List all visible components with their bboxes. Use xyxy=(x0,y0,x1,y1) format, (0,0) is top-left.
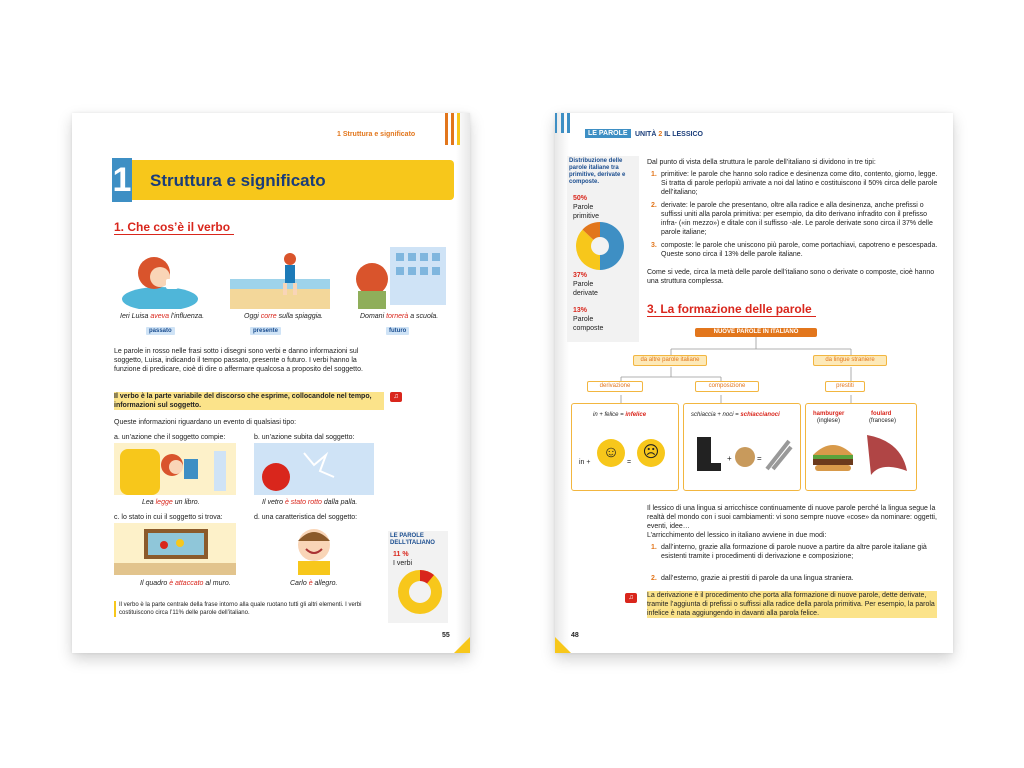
case-b-caption: Il vetro è stato rotto dalla palla. xyxy=(262,499,358,506)
paragraph-intro: Le parole in rosso nelle frasi sotto i disegni sono verbi e danno informazioni sul soggetto, Luisa, indicando il tempo passato, presente o futuro. I verbi hanno la funzione di predicare, cioè di dire o affermare qualcosa a proposito del soggetto. xyxy=(114,348,363,373)
page-fold xyxy=(456,113,470,653)
school-illustration xyxy=(350,245,450,309)
header-unit: UNITÀ 2 IL LESSICO xyxy=(635,131,703,138)
corner-triangle xyxy=(555,637,571,653)
sad-face-icon: ☹ xyxy=(637,439,665,467)
running-beach-illustration xyxy=(230,245,330,309)
running-header: 1 Struttura e significato xyxy=(337,131,416,138)
words-pie-chart xyxy=(575,221,625,271)
broken-glass-illustration xyxy=(254,443,374,495)
pie-pct-primitive: 50% xyxy=(573,195,588,202)
tree-node-italian: da altre parole italiane xyxy=(633,355,707,366)
header-tag: LE PAROLE xyxy=(585,129,631,138)
type-num-1: 1. xyxy=(651,171,657,178)
header-stripe xyxy=(555,113,557,133)
ex-derivazione: in + felice = infelice xyxy=(593,412,647,418)
prefix-in: in + xyxy=(579,459,591,466)
verb-definition: Il verbo è la parte variabile del discorso che esprime, collocandole nel tempo, informazioni sul soggetto. xyxy=(114,392,384,410)
section-title: 1. Che cos’è il verbo xyxy=(114,220,234,235)
boot-walnut-nutcracker-icon xyxy=(693,435,793,475)
happy-face-icon: ☺ xyxy=(597,439,625,467)
verb-future: tornerà xyxy=(386,313,409,320)
equals-sign: = xyxy=(627,459,632,466)
right-page xyxy=(555,113,953,653)
tree-node-foreign: da lingue straniere xyxy=(813,355,887,366)
type-num-2: 2. xyxy=(651,202,657,209)
intro-paragraph: Dal punto di vista della struttura le parole dell’italiano si dividono in tre tipi: xyxy=(647,159,876,166)
example-sentence-1: Ieri Luisa aveva l’influenza. xyxy=(120,313,205,320)
header-stripe xyxy=(561,113,564,133)
wall-painting-illustration xyxy=(114,523,236,575)
tree-node-prestiti: prestiti xyxy=(825,381,865,392)
case-a-caption: Lea legge un libro. xyxy=(142,499,200,506)
paragraph-events: Queste informazioni riguardano un evento di qualsiasi tipo: xyxy=(114,419,297,426)
type-primitive: primitive: le parole che hanno solo radice e desinenza come dito, contento, giorno, legge. Si tratta di parole perlopiù arrivate a noi dal latino e costituiscono il 50% circa delle parole dell’italiano; xyxy=(661,171,938,196)
tense-tag-present: presente xyxy=(250,327,281,335)
loan-word-2: foulard xyxy=(871,411,892,417)
header-stripe xyxy=(445,113,448,145)
chapter-title: Struttura e significato xyxy=(150,171,326,190)
hamburger-foulard-icon xyxy=(811,431,911,477)
type-composte: composte: le parole che uniscono più parole, come portachiavi, capotreno e pescespada. Queste sono circa il 13% delle parole italiane. xyxy=(661,242,938,258)
mode-num-2: 2. xyxy=(651,575,657,582)
header-stripe xyxy=(457,113,460,145)
tense-tag-past: passato xyxy=(146,327,175,335)
ex-composizione: schiaccia + noci = schiaccianoci xyxy=(691,412,780,418)
tense-tag-future: futuro xyxy=(386,327,409,335)
sidebar-label: I verbi xyxy=(393,560,413,567)
type-derivate: derivate: le parole che presentano, oltre alla radice e alla desinenza, anche prefissi o suffissi uniti alla parola primitiva: per esempio, da dito derivano infradito con il prefisso infra- («in mezzo») e ditale con il suffisso -ale. Le parole derivate sono circa il 37% delle parole italiane; xyxy=(661,202,933,236)
type-num-3: 3. xyxy=(651,242,657,249)
tree-root: NUOVE PAROLE IN ITALIANO xyxy=(695,328,817,337)
loan-lang-2: (francese) xyxy=(869,418,897,424)
verbs-donut-chart xyxy=(396,568,444,616)
corner-triangle xyxy=(454,637,470,653)
lexicon-paragraph: Il lessico di una lingua si arricchisce continuamente di nuove parole perché la lingua segue la realtà del mondo con i suoi cambiamenti: vi sono sempre nuove «cose» da nominare: oggetti, eventi, idee… xyxy=(647,505,937,530)
mode-internal: dall’interno, grazie alla formazione di parole nuove a partire da altre parole italiane già esistenti tramite i procedimenti di derivazione e composizione; xyxy=(661,544,927,560)
pie-label-composte: Parole composte xyxy=(573,316,604,332)
example-sentence-2: Oggi corre sulla spiaggia. xyxy=(244,313,323,320)
mode-num-1: 1. xyxy=(651,544,657,551)
page-number: 55 xyxy=(442,632,450,639)
pie-hole xyxy=(591,237,609,255)
mode-external: dall’esterno, grazie ai prestiti di parole da una lingua straniera. xyxy=(661,575,854,582)
donut-hole xyxy=(409,581,431,603)
example-sentence-3: Domani tornerà a scuola. xyxy=(360,313,439,320)
pie-label-primitive: Parole primitive xyxy=(573,204,600,220)
pie-pct-composte: 13% xyxy=(573,307,588,314)
derivation-definition: La derivazione è il procedimento che porta alla formazione di nuove parole, dette derivate, tramite l’aggiunta di prefissi o suffissi alla radice della parola primitiva. Per esempio, la parola infelice è nata aggiungendo in davanti alla parola felice. xyxy=(647,591,937,618)
verb-past: aveva xyxy=(150,313,170,320)
verb-present: corre xyxy=(260,313,277,320)
case-d-caption: Carlo è allegro. xyxy=(290,580,338,587)
pie-label-derivate: Parole derivate xyxy=(573,281,598,297)
summary-paragraph: Come si vede, circa la metà delle parole dell’italiano sono o derivate o composte, cioè hanno una struttura complessa. xyxy=(647,269,935,285)
reading-girl-illustration xyxy=(114,443,236,495)
svg-text:=: = xyxy=(757,454,762,463)
sidebar-pct: 11 % xyxy=(393,551,409,558)
audio-icon[interactable]: ♫ xyxy=(390,392,402,402)
sick-girl-illustration xyxy=(120,245,210,309)
lexicon-modes-intro: L’arricchimento del lessico in italiano avviene in due modi: xyxy=(647,532,827,539)
svg-text:+: + xyxy=(727,454,732,463)
section-title: 3. La formazione delle parole xyxy=(647,302,816,317)
pie-chart-title: Distribuzione delle parole italiane tra primitive, derivate e composte. xyxy=(569,158,626,185)
happy-boy-illustration xyxy=(284,523,344,575)
case-c-caption: Il quadro è attaccato al muro. xyxy=(140,580,231,587)
page-number: 48 xyxy=(571,632,579,639)
chapter-number: 1 xyxy=(112,158,132,202)
audio-icon[interactable]: ♫ xyxy=(625,593,637,603)
case-c-label: c. lo stato in cui il soggetto si trova: xyxy=(114,514,223,521)
case-d-label: d. una caratteristica del soggetto: xyxy=(254,514,358,521)
tree-node-composizione: composizione xyxy=(695,381,759,392)
tree-node-derivazione: derivazione xyxy=(587,381,643,392)
loan-lang-1: (inglese) xyxy=(817,418,841,424)
pie-pct-derivate: 37% xyxy=(573,272,588,279)
footnote: Il verbo è la parte centrale della frase intorno alla quale ruotano tutti gli altri elementi. I verbi costituiscono circa l’11% delle parole dell’italiano. xyxy=(114,601,384,617)
header-stripe xyxy=(451,113,454,145)
sidebar-title: LE PAROLE DELL’ITALIANO xyxy=(390,533,435,546)
loan-word-1: hamburger xyxy=(813,411,845,417)
case-b-label: b. un’azione subita dal soggetto: xyxy=(254,434,355,441)
case-a-label: a. un’azione che il soggetto compie: xyxy=(114,434,226,441)
left-page xyxy=(72,113,470,653)
header-stripe xyxy=(567,113,570,133)
